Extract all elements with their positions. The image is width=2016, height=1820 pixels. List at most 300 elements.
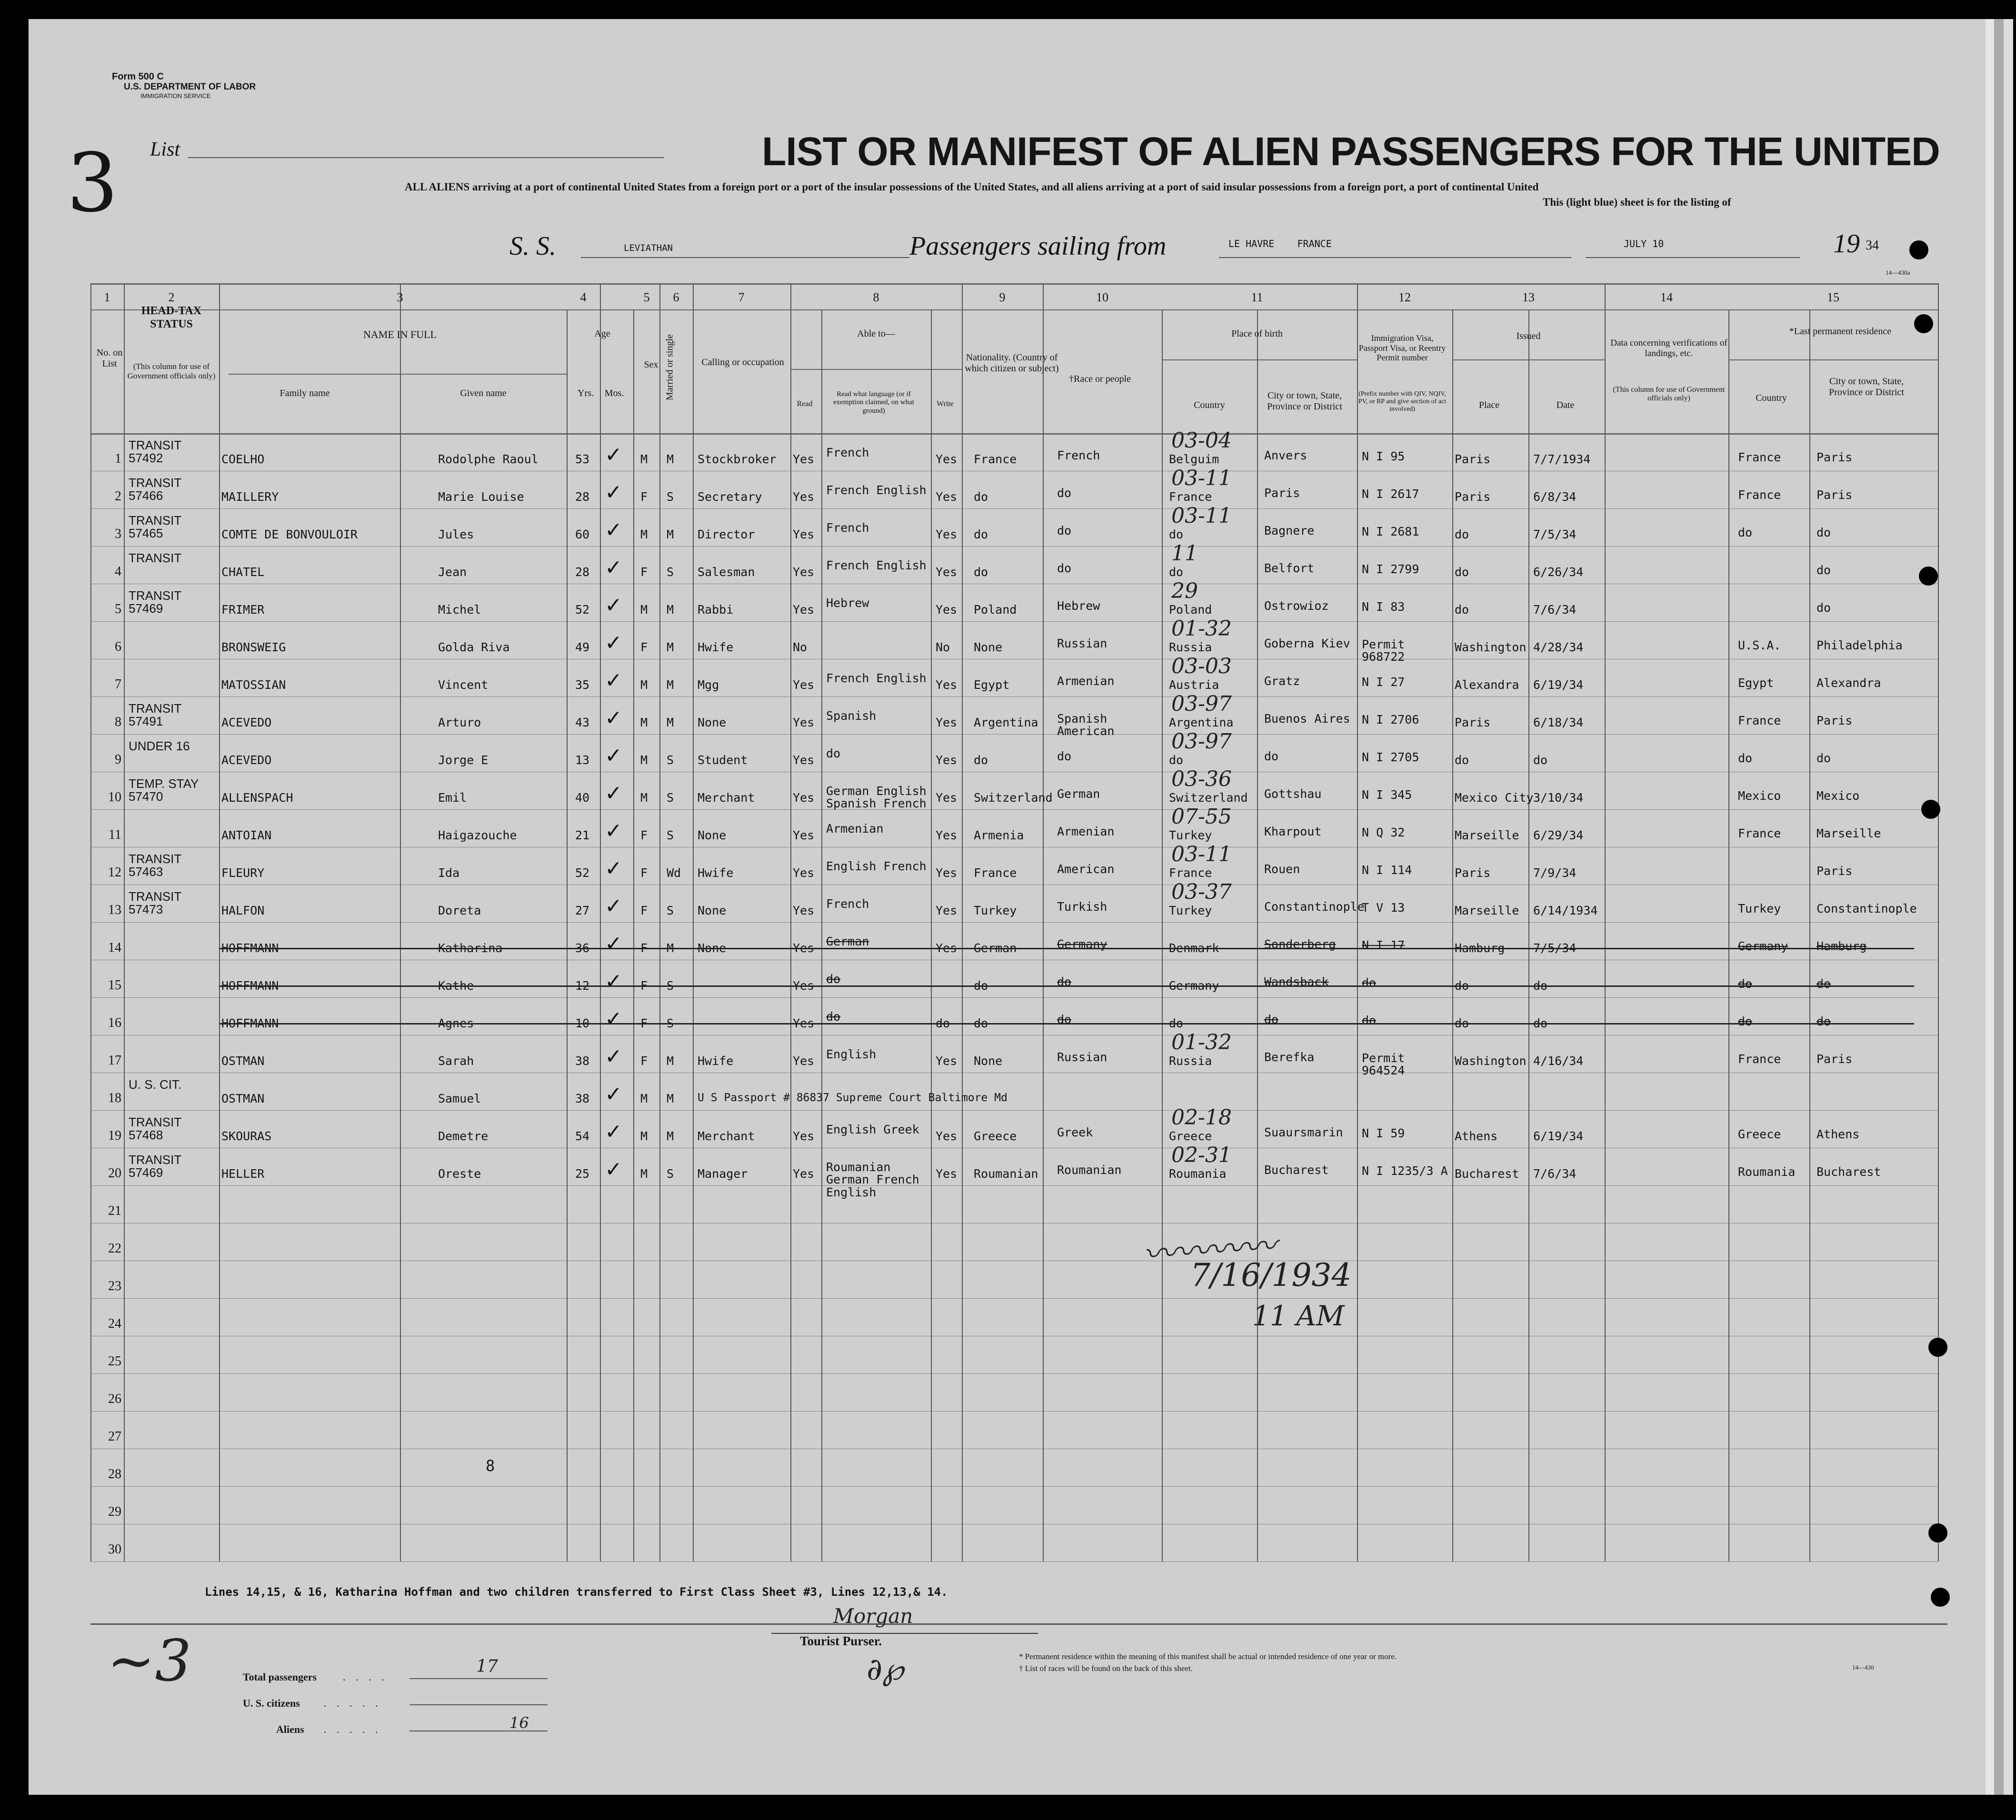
occupation: Hwife bbox=[698, 640, 734, 654]
head-tax-status: TRANSIT 57491 bbox=[129, 701, 181, 729]
head-tax-status: TRANSIT 57466 bbox=[129, 476, 181, 503]
column-divider bbox=[1728, 309, 1729, 1561]
read-language: Roumanian German French English bbox=[826, 1160, 919, 1199]
occupation: Salesman bbox=[698, 565, 755, 579]
given-name: Samuel bbox=[438, 1092, 481, 1105]
ship-name: LEVIATHAN bbox=[624, 243, 673, 253]
footer-remark: Lines 14,15, & 16, Katharina Hoffman and two children transferred to First Class Sheet #3, Lines 12,13,& 14. bbox=[205, 1585, 948, 1599]
birth-country: Germany bbox=[1169, 979, 1219, 993]
header-sex: Sex bbox=[644, 359, 659, 370]
marital-status: S bbox=[667, 791, 674, 805]
header-name-in-full: NAME IN FULL bbox=[363, 328, 437, 340]
check-mark: ✓ bbox=[605, 631, 622, 655]
birth-city: Ostrowioz bbox=[1264, 599, 1329, 613]
date-underline bbox=[1586, 257, 1800, 258]
punch-hole bbox=[1928, 1338, 1947, 1357]
visa-number: N I 2681 bbox=[1362, 525, 1419, 538]
occupation: Rabbi bbox=[698, 603, 734, 617]
nationality: Greece bbox=[974, 1129, 1017, 1143]
residence-country: France bbox=[1738, 826, 1781, 840]
header-birth-city: City or town, State, Province or District bbox=[1267, 390, 1342, 412]
sex: M bbox=[640, 678, 648, 692]
able-to-read: Yes bbox=[793, 1129, 815, 1143]
nationality: Argentina bbox=[974, 716, 1038, 729]
read-language: German English Spanish French bbox=[826, 784, 927, 811]
able-to-read: Yes bbox=[793, 866, 815, 880]
row-divider bbox=[90, 1373, 1938, 1374]
handwritten-mark: ~3 bbox=[107, 1628, 191, 1694]
check-mark: ✓ bbox=[605, 781, 622, 806]
handwritten-code: 02-18 bbox=[1171, 1105, 1232, 1130]
visa-number: N I 2617 bbox=[1362, 487, 1419, 501]
row-number: 18 bbox=[108, 1091, 121, 1105]
age-years: 43 bbox=[575, 716, 590, 729]
visa-number: T V 13 bbox=[1362, 901, 1405, 915]
column-number: 10 bbox=[1096, 290, 1108, 304]
issued-place: Hamburg bbox=[1455, 941, 1505, 955]
residence-city: Paris bbox=[1816, 714, 1853, 727]
visa-number: Permit 968722 bbox=[1362, 637, 1405, 664]
read-language: English bbox=[826, 1047, 877, 1061]
residence-city: do bbox=[1816, 601, 1831, 615]
nationality: Poland bbox=[974, 603, 1017, 617]
birth-country: Poland bbox=[1169, 603, 1212, 617]
birth-city: do bbox=[1264, 1013, 1279, 1026]
nationality: do bbox=[974, 490, 988, 504]
check-mark: ✓ bbox=[605, 443, 622, 467]
residence-city: do bbox=[1816, 563, 1831, 577]
race: Russian bbox=[1057, 637, 1108, 650]
given-name: Marie Louise bbox=[438, 490, 524, 504]
occupation: Director bbox=[698, 527, 755, 541]
age-years: 35 bbox=[575, 678, 590, 692]
head-tax-status: TRANSIT 57465 bbox=[129, 513, 181, 541]
race: do bbox=[1057, 561, 1072, 575]
marital-status: S bbox=[667, 1016, 674, 1030]
handwritten-code: 03-36 bbox=[1171, 767, 1232, 791]
birth-country: do bbox=[1169, 565, 1184, 579]
column-number: 15 bbox=[1827, 290, 1839, 304]
able-to-read: Yes bbox=[793, 490, 815, 504]
sex: F bbox=[640, 1016, 648, 1030]
race: Spanish American bbox=[1057, 712, 1115, 738]
birth-city: Wandsback bbox=[1264, 975, 1329, 989]
punch-hole bbox=[1914, 314, 1933, 333]
service-label: IMMIGRATION SERVICE bbox=[140, 92, 211, 99]
column-divider bbox=[633, 309, 634, 1561]
us-citizens-label: U. S. citizens bbox=[243, 1697, 300, 1709]
header-no-on-list: No. on List bbox=[96, 348, 123, 369]
birth-country: Austria bbox=[1169, 678, 1219, 692]
handwritten-code: 01-32 bbox=[1171, 1030, 1232, 1054]
visa-number: N I 2705 bbox=[1362, 750, 1419, 764]
check-mark: ✓ bbox=[605, 556, 622, 580]
age-years: 12 bbox=[575, 979, 590, 993]
check-mark: ✓ bbox=[605, 1007, 622, 1031]
column-divider bbox=[693, 283, 694, 1561]
column-number: 5 bbox=[643, 290, 650, 304]
row-divider bbox=[90, 1110, 1938, 1111]
list-number: 3 bbox=[67, 136, 119, 230]
read-language: Armenian bbox=[826, 822, 884, 835]
head-tax-status: TRANSIT 57469 bbox=[129, 1153, 181, 1180]
row-number: 10 bbox=[108, 790, 121, 805]
birth-country: Russia bbox=[1169, 640, 1212, 654]
read-language: French bbox=[826, 897, 869, 911]
residence-country: Greece bbox=[1738, 1127, 1781, 1141]
birth-country: Greece bbox=[1169, 1129, 1212, 1143]
department-label: U.S. DEPARTMENT OF LABOR bbox=[124, 82, 256, 92]
issued-date: 7/6/34 bbox=[1533, 603, 1577, 617]
able-to-read: Yes bbox=[793, 904, 815, 917]
family-name: BRONSWEIG bbox=[221, 640, 286, 654]
row-number: 5 bbox=[115, 602, 121, 617]
strike-through-line bbox=[219, 948, 1914, 949]
punch-hole bbox=[1921, 800, 1940, 819]
birth-city: Gratz bbox=[1264, 674, 1300, 688]
row-divider bbox=[90, 734, 1938, 735]
occupation: Hwife bbox=[698, 866, 734, 880]
year-suffix: 34 bbox=[1866, 238, 1879, 253]
handwritten-code: 03-11 bbox=[1171, 466, 1232, 490]
row-number: 11 bbox=[109, 827, 121, 842]
age-years: 52 bbox=[575, 603, 590, 617]
footer-form-reference: 14—430 bbox=[1852, 1664, 1874, 1671]
purser-signature: Morgan bbox=[833, 1604, 913, 1628]
issued-place: Paris bbox=[1455, 866, 1491, 880]
check-mark: ✓ bbox=[605, 894, 622, 918]
able-to-read: Yes bbox=[793, 828, 815, 842]
birth-country: France bbox=[1169, 866, 1212, 880]
header-family-name: Family name bbox=[279, 388, 330, 398]
head-tax-status: TRANSIT 57469 bbox=[129, 588, 181, 616]
given-name: Vincent bbox=[438, 678, 489, 692]
race: Hebrew bbox=[1057, 599, 1100, 613]
issued-date: 4/28/34 bbox=[1533, 640, 1584, 654]
head-tax-status: TRANSIT bbox=[129, 551, 182, 565]
occupation: U S Passport # 86837 Supreme Court Baltimore Md bbox=[698, 1092, 1008, 1104]
column-number: 8 bbox=[873, 290, 879, 304]
sex: M bbox=[640, 753, 648, 767]
handwritten-code: 01-32 bbox=[1171, 617, 1232, 641]
birth-country: Roumania bbox=[1169, 1167, 1227, 1181]
able-to-write: Yes bbox=[936, 1054, 958, 1068]
given-name: Ida bbox=[438, 866, 460, 880]
aliens-dots: . . . . . bbox=[324, 1723, 382, 1735]
row-number: 8 bbox=[115, 715, 121, 729]
issued-date: 6/18/34 bbox=[1533, 716, 1584, 729]
row-number: 26 bbox=[108, 1392, 121, 1406]
family-name: HOFFMANN bbox=[221, 979, 279, 993]
column-number: 12 bbox=[1398, 290, 1411, 304]
header-issued-place: Place bbox=[1478, 400, 1500, 410]
row-number: 12 bbox=[108, 865, 121, 880]
header-residence-city: City or town, State, Province or District bbox=[1829, 376, 1904, 398]
year-prefix: 19 bbox=[1833, 229, 1860, 259]
row-number: 21 bbox=[108, 1203, 121, 1218]
header-head-tax: HEAD-TAX STATUS bbox=[141, 305, 202, 330]
occupation: Mgg bbox=[698, 678, 719, 692]
subtitle-line-1: ALL ALIENS arriving at a port of continental United States from a foreign port or a port of the insular possessions of the United States, and all aliens arriving at a port of said insular possessions from a foreign port, a port of continental United bbox=[405, 181, 1539, 193]
race: do bbox=[1057, 486, 1072, 500]
form-number: Form 500 C bbox=[112, 71, 164, 82]
residence-country: U.S.A. bbox=[1738, 638, 1781, 652]
birth-city: Belfort bbox=[1264, 561, 1315, 575]
able-to-write: No bbox=[936, 640, 950, 654]
head-tax-status: UNDER 16 bbox=[129, 739, 190, 753]
able-to-read: Yes bbox=[793, 716, 815, 729]
marital-status: M bbox=[667, 640, 674, 654]
sex: F bbox=[640, 866, 648, 880]
header-married: Married or single bbox=[664, 334, 675, 400]
sex: F bbox=[640, 1054, 648, 1068]
check-mark: ✓ bbox=[605, 706, 622, 730]
inspector-signature: 〰〰〰〰 bbox=[1141, 1226, 1277, 1274]
nationality: None bbox=[974, 1054, 1003, 1068]
family-name: OSTMAN bbox=[221, 1054, 265, 1068]
issued-date: 6/29/34 bbox=[1533, 828, 1584, 842]
head-tax-status: U. S. CIT. bbox=[129, 1077, 182, 1092]
able-to-write: Yes bbox=[936, 791, 958, 805]
punch-hole bbox=[1928, 1523, 1947, 1542]
check-mark: ✓ bbox=[605, 1082, 622, 1106]
column-divider bbox=[600, 283, 601, 1561]
visa-number: Permit 964524 bbox=[1362, 1051, 1405, 1078]
header-calling: Calling or occupation bbox=[701, 357, 784, 368]
able-to-read: Yes bbox=[793, 1054, 815, 1068]
able-to-read: Yes bbox=[793, 452, 815, 466]
header-residence-country: Country bbox=[1756, 393, 1787, 403]
able-to-write: Yes bbox=[936, 904, 958, 917]
family-name: ALLENSPACH bbox=[221, 791, 293, 805]
residence-country: do bbox=[1738, 751, 1753, 765]
residence-country: Roumania bbox=[1738, 1165, 1796, 1179]
sex: M bbox=[640, 1092, 648, 1105]
read-language: English Greek bbox=[826, 1123, 919, 1136]
header-head-tax-note: (This column for use of Government officials only) bbox=[127, 362, 216, 380]
nationality: Roumanian bbox=[974, 1167, 1038, 1181]
column-divider bbox=[790, 283, 791, 1561]
issued-place: Mexico City bbox=[1455, 791, 1534, 805]
check-mark: ✓ bbox=[605, 593, 622, 617]
row-number: 23 bbox=[108, 1279, 121, 1293]
given-name: Doreta bbox=[438, 904, 481, 917]
header-nationality: Nationality. (Country of which citizen or subject) bbox=[965, 352, 1059, 374]
sex: F bbox=[640, 490, 648, 504]
port-of-departure: LE HAVRE FRANCE bbox=[1228, 238, 1332, 249]
residence-city: Athens bbox=[1816, 1127, 1860, 1141]
family-name: HOFFMANN bbox=[221, 941, 279, 955]
handwritten-code: 03-97 bbox=[1171, 692, 1232, 716]
visa-number: N I 345 bbox=[1362, 788, 1412, 802]
visa-number: do bbox=[1362, 1014, 1377, 1027]
birth-country: Turkey bbox=[1169, 828, 1212, 842]
issued-date: 6/8/34 bbox=[1533, 490, 1577, 504]
occupation: Manager bbox=[698, 1167, 748, 1181]
residence-country: Egypt bbox=[1738, 676, 1774, 690]
family-name: MAILLERY bbox=[221, 490, 279, 504]
footer-divider bbox=[90, 1623, 1947, 1625]
column-number: 11 bbox=[1251, 290, 1263, 304]
residence-city: Paris bbox=[1816, 1052, 1853, 1066]
total-passengers-label: Total passengers bbox=[243, 1671, 317, 1683]
given-name: Demetre bbox=[438, 1129, 489, 1143]
residence-city: Paris bbox=[1816, 488, 1853, 502]
occupation: None bbox=[698, 941, 727, 955]
row-number: 30 bbox=[108, 1542, 121, 1557]
row-number: 13 bbox=[108, 903, 121, 917]
sex: M bbox=[640, 527, 648, 541]
visa-number: N Q 32 bbox=[1362, 825, 1405, 839]
nationality: Armenia bbox=[974, 828, 1024, 842]
marital-status: M bbox=[667, 1129, 674, 1143]
header-mos: Mos. bbox=[604, 388, 624, 398]
marital-status: M bbox=[667, 527, 674, 541]
age-years: 49 bbox=[575, 640, 590, 654]
age-years: 38 bbox=[575, 1092, 590, 1105]
given-name: Oreste bbox=[438, 1167, 481, 1181]
residence-city: Paris bbox=[1816, 864, 1853, 878]
birth-city: Goberna Kiev bbox=[1264, 637, 1350, 650]
family-name: OSTMAN bbox=[221, 1092, 265, 1105]
visa-number: N I 1235/3 A bbox=[1362, 1164, 1448, 1178]
residence-city: do bbox=[1816, 977, 1831, 991]
residence-country: Mexico bbox=[1738, 789, 1781, 803]
marital-status: M bbox=[667, 1092, 674, 1105]
row-number: 29 bbox=[108, 1504, 121, 1519]
nationality: German bbox=[974, 941, 1017, 955]
read-language: French bbox=[826, 446, 869, 459]
row-divider bbox=[90, 621, 1938, 622]
aliens-value: 16 bbox=[509, 1714, 529, 1732]
read-language: do bbox=[826, 746, 841, 760]
able-to-read: No bbox=[793, 640, 808, 654]
header-visa: Immigration Visa, Passport Visa, or Reentry Permit number bbox=[1358, 333, 1446, 363]
age-years: 38 bbox=[575, 1054, 590, 1068]
manifest-sheet bbox=[29, 19, 1994, 1795]
residence-city: Paris bbox=[1816, 450, 1853, 464]
column-number-divider bbox=[90, 309, 1938, 310]
visa-number: N I 114 bbox=[1362, 863, 1412, 877]
issued-date: 7/6/34 bbox=[1533, 1167, 1577, 1181]
handwritten-code: 07-55 bbox=[1171, 805, 1232, 829]
age-years: 40 bbox=[575, 791, 590, 805]
residence-country: do bbox=[1738, 526, 1753, 539]
sex: M bbox=[640, 1167, 648, 1181]
family-name: HOFFMANN bbox=[221, 1016, 279, 1030]
column-divider bbox=[567, 309, 568, 1561]
aliens-label: Aliens bbox=[276, 1723, 304, 1735]
column-divider bbox=[1605, 283, 1606, 1561]
issued-date: do bbox=[1533, 753, 1548, 767]
able-to-write: Yes bbox=[936, 527, 958, 541]
column-divider bbox=[1528, 309, 1529, 1561]
column-number: 4 bbox=[580, 290, 587, 304]
able-to-write: Yes bbox=[936, 866, 958, 880]
issued-date: 4/16/34 bbox=[1533, 1054, 1584, 1068]
visa-number: N I 83 bbox=[1362, 600, 1405, 614]
handwritten-code: 03-11 bbox=[1171, 504, 1232, 528]
nationality: Switzerland bbox=[974, 791, 1053, 805]
issued-place: do bbox=[1455, 565, 1469, 579]
residence-subheader-line bbox=[1728, 359, 1938, 360]
row-divider bbox=[90, 1298, 1938, 1299]
read-language: French English bbox=[826, 483, 927, 497]
visa-number: N I 27 bbox=[1362, 675, 1405, 689]
residence-city: do bbox=[1816, 1014, 1831, 1028]
issued-date: do bbox=[1533, 1016, 1548, 1030]
visa-number: N I 59 bbox=[1362, 1126, 1405, 1140]
race: do bbox=[1057, 524, 1072, 537]
age-years: 10 bbox=[575, 1016, 590, 1030]
visa-number: N I 2706 bbox=[1362, 713, 1419, 726]
issued-place: Marseille bbox=[1455, 828, 1519, 842]
residence-city: do bbox=[1816, 526, 1831, 539]
column-divider bbox=[124, 283, 125, 1561]
birth-subheader-line bbox=[1162, 359, 1357, 360]
visa-number: N I 95 bbox=[1362, 449, 1405, 463]
residence-country: do bbox=[1738, 977, 1753, 991]
row-number: 16 bbox=[108, 1015, 121, 1030]
race: Roumanian bbox=[1057, 1163, 1122, 1177]
column-number: 6 bbox=[673, 290, 679, 304]
column-divider bbox=[219, 283, 220, 1561]
residence-city: Philadelphia bbox=[1816, 638, 1903, 652]
issued-date: 6/26/34 bbox=[1533, 565, 1584, 579]
race: American bbox=[1057, 862, 1115, 876]
able-to-write: Yes bbox=[936, 828, 958, 842]
column-divider bbox=[1162, 309, 1163, 1561]
handwritten-code: 29 bbox=[1171, 579, 1198, 603]
column-number: 7 bbox=[738, 290, 745, 304]
age-years: 36 bbox=[575, 941, 590, 955]
residence-country: France bbox=[1738, 714, 1781, 727]
given-name: Kathe bbox=[438, 979, 474, 993]
handwritten-code: 03-04 bbox=[1171, 428, 1232, 453]
race: do bbox=[1057, 749, 1072, 763]
age-years: 27 bbox=[575, 904, 590, 917]
header-read-language: Read what language (or if exemption claimed, on what ground) bbox=[833, 390, 914, 415]
able-to-read: Yes bbox=[793, 1016, 815, 1030]
able-to-write: Yes bbox=[936, 678, 958, 692]
header-birth-country: Country bbox=[1194, 400, 1225, 410]
row-number: 6 bbox=[115, 639, 121, 654]
age-years: 53 bbox=[575, 452, 590, 466]
birth-country: Turkey bbox=[1169, 904, 1212, 917]
stamp-time: 11 AM bbox=[1252, 1300, 1345, 1332]
occupation: None bbox=[698, 904, 727, 917]
issued-place: Athens bbox=[1455, 1129, 1498, 1143]
handwritten-code: 02-31 bbox=[1171, 1143, 1232, 1167]
age-years: 28 bbox=[575, 565, 590, 579]
occupation: None bbox=[698, 828, 727, 842]
total-passengers-value: 17 bbox=[476, 1657, 498, 1676]
header-race: †Race or people bbox=[1069, 374, 1131, 384]
issued-date: 6/19/34 bbox=[1533, 1129, 1584, 1143]
check-mark: ✓ bbox=[605, 932, 622, 956]
birth-city: Rouen bbox=[1264, 862, 1300, 876]
able-to-write: Yes bbox=[936, 452, 958, 466]
birth-country: do bbox=[1169, 1016, 1184, 1030]
strike-through-line bbox=[219, 985, 1914, 987]
given-name: Michel bbox=[438, 603, 481, 617]
citizens-dots: . . . . . bbox=[324, 1697, 382, 1709]
column-divider bbox=[962, 283, 963, 1561]
able-to-read: Yes bbox=[793, 565, 815, 579]
ship-underline bbox=[581, 257, 909, 258]
marital-status: M bbox=[667, 678, 674, 692]
column-number: 14 bbox=[1660, 290, 1673, 304]
